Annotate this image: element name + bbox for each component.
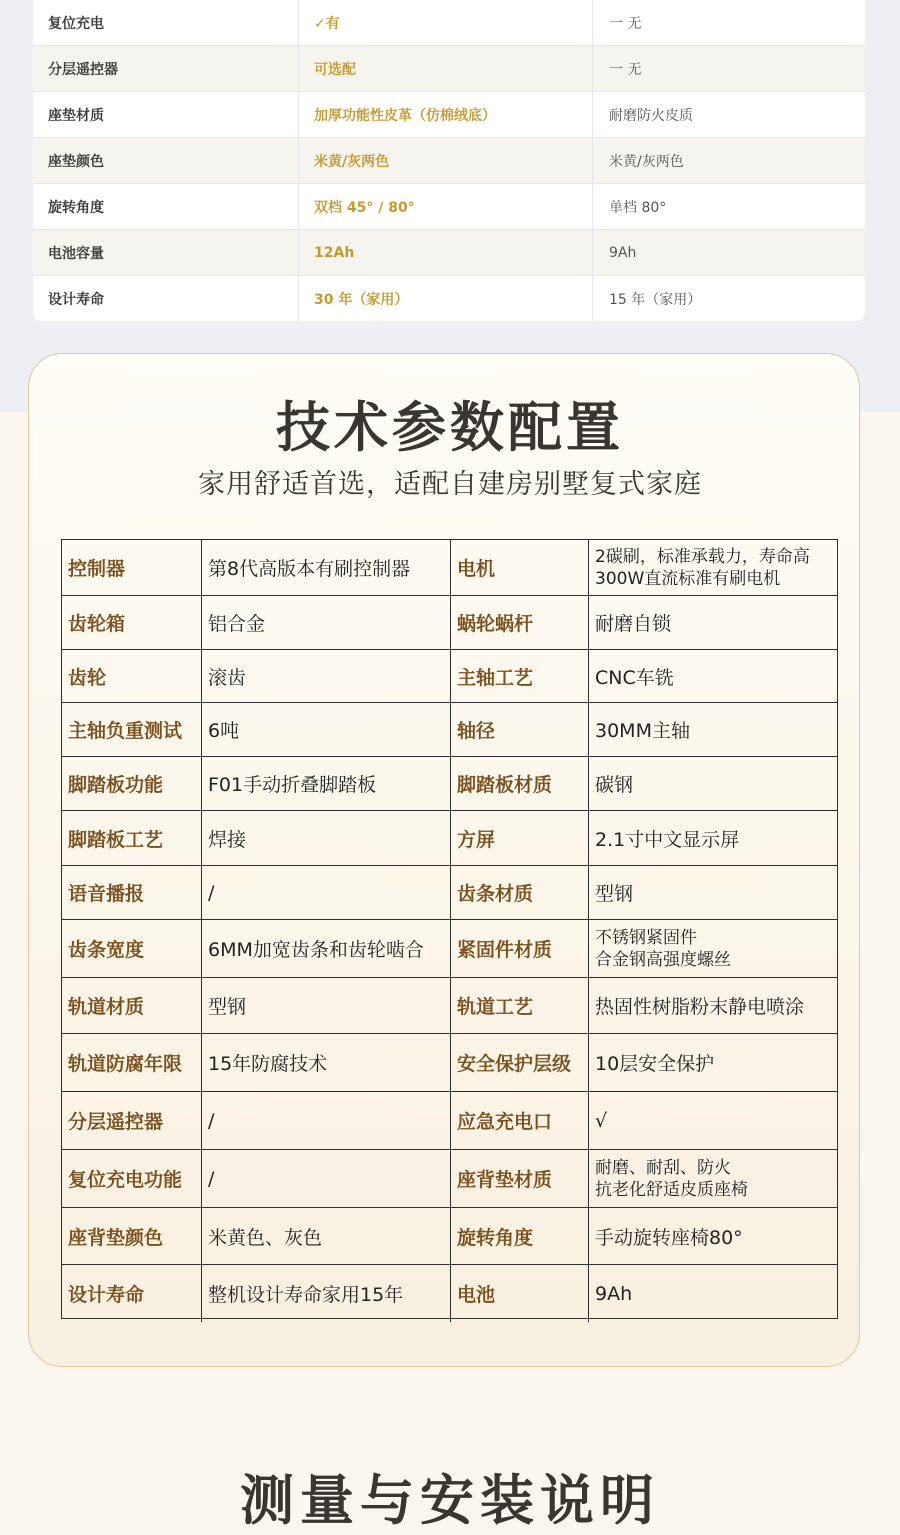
spec-value: 型钢	[202, 978, 451, 1033]
feature-name: 座垫材质	[33, 92, 299, 137]
spec-row	[62, 1208, 837, 1265]
spec-value	[589, 811, 837, 865]
our-value: ✓有	[299, 0, 593, 45]
spec-row	[62, 540, 837, 596]
spec-label: 控制器	[62, 540, 202, 595]
feature-name: 分层遥控器	[33, 46, 299, 91]
spec-value: 6MM加宽齿条和齿轮啮合	[202, 920, 451, 977]
comparison-row	[33, 46, 865, 92]
other-value: 一 无	[609, 61, 642, 78]
other-value: 9Ah	[609, 244, 637, 261]
spec-label: 座背垫材质	[451, 1150, 589, 1207]
spec-label: 轨道工艺	[451, 978, 589, 1033]
spec-value-line: 合金钢高强度螺丝	[595, 949, 731, 970]
feature-name: 座垫颜色	[33, 138, 299, 183]
spec-label: 齿轮箱	[62, 596, 202, 649]
spec-value-line: 手动旋转座椅80°	[595, 1226, 743, 1249]
comparison-row	[33, 184, 865, 230]
spec-label: 语音播报	[62, 866, 202, 919]
spec-row	[62, 920, 837, 978]
spec-value	[589, 920, 837, 977]
feature-name: 旋转角度	[33, 184, 299, 229]
spec-value-line: 30MM主轴	[595, 720, 690, 742]
spec-row	[62, 1150, 837, 1208]
comparison-row	[33, 276, 865, 321]
spec-row	[62, 596, 837, 650]
spec-value-line: 碳钢	[595, 774, 634, 796]
spec-value: 整机设计寿命家用15年	[202, 1265, 451, 1322]
section-subtitle: 家用舒适首选，适配自建房别墅复式家庭	[198, 469, 702, 500]
comparison-row	[33, 138, 865, 184]
spec-row	[62, 978, 837, 1034]
spec-value-line: 300W直流标准有刷电机	[595, 568, 781, 589]
spec-label: 复位充电功能	[62, 1150, 202, 1207]
spec-value	[589, 866, 837, 919]
spec-row	[62, 757, 837, 811]
spec-value	[589, 1208, 837, 1264]
spec-label: 齿轮	[62, 650, 202, 702]
spec-value: 铝合金	[202, 596, 451, 649]
spec-label: 齿条材质	[451, 866, 589, 919]
spec-value-line: √	[595, 1109, 608, 1132]
spec-value-line: CNC车铣	[595, 666, 674, 689]
other-value: 单档 80°	[609, 199, 667, 216]
spec-label: 轨道防腐年限	[62, 1034, 202, 1091]
comparison-row	[33, 230, 865, 276]
spec-label: 脚踏板工艺	[62, 811, 202, 865]
spec-value: 第8代高版本有刷控制器	[202, 540, 451, 595]
spec-value	[589, 1034, 837, 1091]
spec-value-line: 2碳刷，标准承载力，寿命高	[595, 546, 810, 567]
spec-value	[589, 650, 837, 702]
spec-value-line: 耐磨、耐刮、防火	[595, 1157, 731, 1178]
spec-label: 分层遥控器	[62, 1092, 202, 1149]
spec-row	[62, 650, 837, 703]
feature-name: 电池容量	[33, 230, 299, 275]
spec-table	[61, 539, 838, 1319]
spec-label: 电池	[451, 1265, 589, 1322]
spec-row	[62, 811, 837, 866]
spec-label: 脚踏板材质	[451, 757, 589, 810]
comparison-row	[33, 0, 865, 46]
spec-value: /	[202, 866, 451, 919]
spec-label: 轨道材质	[62, 978, 202, 1033]
spec-value	[589, 1265, 837, 1322]
spec-value: 6吨	[202, 703, 451, 756]
spec-value-line: 10层安全保护	[595, 1053, 715, 1075]
spec-value	[589, 703, 837, 756]
spec-label: 脚踏板功能	[62, 757, 202, 810]
spec-value	[589, 1150, 837, 1207]
spec-label: 主轴工艺	[451, 650, 589, 702]
spec-value-line: 耐磨自锁	[595, 613, 672, 635]
spec-value-line: 热固性树脂粉末静电喷涂	[595, 996, 805, 1018]
spec-label: 紧固件材质	[451, 920, 589, 977]
spec-label: 方屏	[451, 811, 589, 865]
spec-label: 座背垫颜色	[62, 1208, 202, 1264]
spec-value: 焊接	[202, 811, 451, 865]
spec-value-line: 2.1寸中文显示屏	[595, 828, 740, 851]
our-value: 米黄/灰两色	[299, 138, 593, 183]
other-value: 15 年（家用）	[609, 292, 702, 308]
spec-value-line: 抗老化舒适皮质座椅	[595, 1179, 748, 1200]
comparison-row	[33, 92, 865, 138]
spec-value-line: 9Ah	[595, 1282, 633, 1305]
spec-value-line: 型钢	[595, 883, 634, 905]
section-title: 技术参数配置	[276, 396, 624, 459]
spec-value: 15年防腐技术	[202, 1034, 451, 1091]
our-value: 30 年（家用）	[299, 276, 593, 321]
spec-label: 齿条宽度	[62, 920, 202, 977]
spec-value	[589, 757, 837, 810]
spec-label: 电机	[451, 540, 589, 595]
spec-label: 蜗轮蜗杆	[451, 596, 589, 649]
spec-label: 旋转角度	[451, 1208, 589, 1264]
spec-label: 设计寿命	[62, 1265, 202, 1322]
spec-value: F01手动折叠脚踏板	[202, 757, 451, 810]
spec-value	[589, 1092, 837, 1149]
feature-name: 设计寿命	[33, 276, 299, 321]
spec-label: 轴径	[451, 703, 589, 756]
spec-label: 主轴负重测试	[62, 703, 202, 756]
spec-row	[62, 703, 837, 757]
spec-value	[589, 978, 837, 1033]
comparison-table	[33, 0, 865, 321]
our-value: 12Ah	[299, 230, 593, 275]
spec-row	[62, 1265, 837, 1322]
other-value: 耐磨防火皮质	[609, 107, 693, 124]
other-value: 米黄/灰两色	[609, 153, 684, 170]
spec-value-line: 不锈钢紧固件	[595, 927, 697, 948]
our-value: 双档 45° / 80°	[299, 184, 593, 229]
our-value: 加厚功能性皮革（仿棉绒底）	[299, 92, 593, 137]
feature-name: 复位充电	[33, 0, 299, 45]
spec-label: 应急充电口	[451, 1092, 589, 1149]
spec-value: 滚齿	[202, 650, 451, 702]
spec-value: /	[202, 1092, 451, 1149]
spec-value	[589, 540, 837, 595]
spec-row	[62, 1092, 837, 1150]
spec-value: 米黄色、灰色	[202, 1208, 451, 1264]
spec-row	[62, 866, 837, 920]
spec-label: 安全保护层级	[451, 1034, 589, 1091]
spec-row	[62, 1034, 837, 1092]
spec-value	[589, 596, 837, 649]
our-value: 可选配	[299, 46, 593, 91]
other-value: 一 无	[609, 15, 642, 32]
spec-value: /	[202, 1150, 451, 1207]
next-section-title: 测量与安装说明	[240, 1469, 660, 1532]
